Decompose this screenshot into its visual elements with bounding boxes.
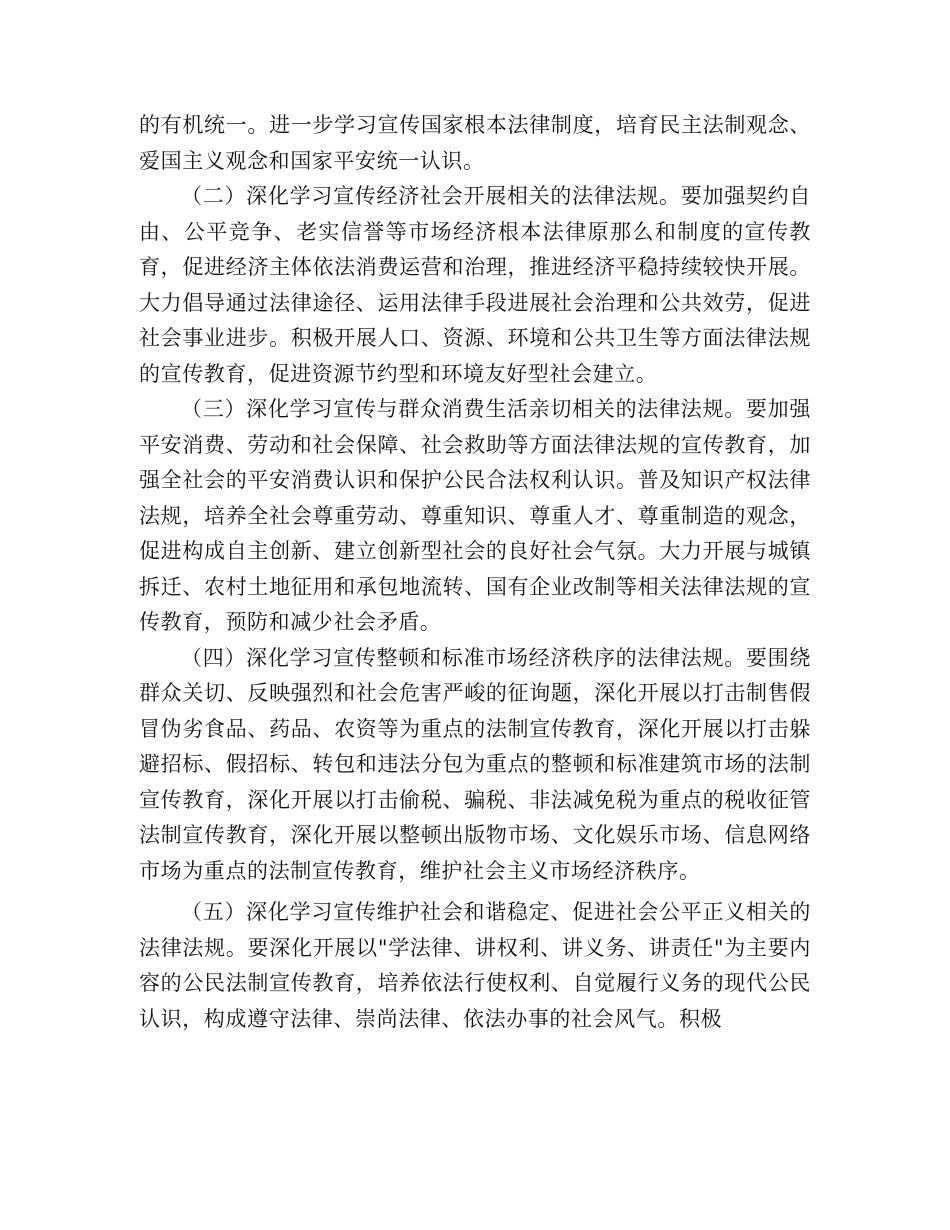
paragraph-4: （四）深化学习宣传整顿和标准市场经济秩序的法律法规。要围绕群众关切、反映强烈和社会危害严峻的征询题，深化开展以打击制售假冒伪劣食品、药品、农资等为重点的法制宣传教育，深化开展以打击躲避招标、假招标、转包和违法分包为重点的整顿和标准建筑市场的法制宣传教育，深化开展以打击偷税、骗税、非法减免税为重点的税收征管法制宣传教育，深化开展以整顿出版物市场、文化娱乐市场、信息网络市场为重点的法制宣传教育，维护社会主义市场经济秩序。 (139, 645, 811, 883)
paragraph-3: （三）深化学习宣传与群众消费生活亲切相关的法律法规。要加强平安消费、劳动和社会保障、社会救助等方面法律法规的宣传教育，加强全社会的平安消费认识和保护公民合法权利认识。普及知识产权法律法规，培养全社会尊重劳动、尊重知识、尊重人才、尊重制造的观念，促进构成自主创新、建立创新型社会的良好社会气氛。大力开展与城镇拆迁、农村土地征用和承包地流转、国有企业改制等相关法律法规的宣传教育，预防和减少社会矛盾。 (139, 397, 811, 634)
paragraph-2: （二）深化学习宣传经济社会开展相关的法律法规。要加强契约自由、公平竞争、老实信誉等市场经济根本法律原那么和制度的宣传教育，促进经济主体依法消费运营和治理，推进经济平稳持续较快开展。大力倡导通过法律途径、运用法律手段进展社会治理和公共效劳，促进社会事业进步。积极开展人口、资源、环境和公共卫生等方面法律法规的宣传教育，促进资源节约型和环境友好型社会建立。 (139, 184, 811, 386)
document-body (139, 108, 811, 1037)
paragraph-5: （五）深化学习宣传维护社会和谐稳定、促进社会公平正义相关的法律法规。要深化开展以"学法律、讲权利、讲义务、讲责任"为主要内容的公民法制宣传教育，培养依法行使权利、自觉履行义务的现代公民认识，构成遵守法律、崇尚法律、依法办事的社会风气。积极 (139, 900, 811, 1031)
paragraph-1: 的有机统一。进一步学习宣传国家根本法律制度，培育民主法制观念、爱国主义观念和国家平安统一认识。 (139, 113, 811, 173)
